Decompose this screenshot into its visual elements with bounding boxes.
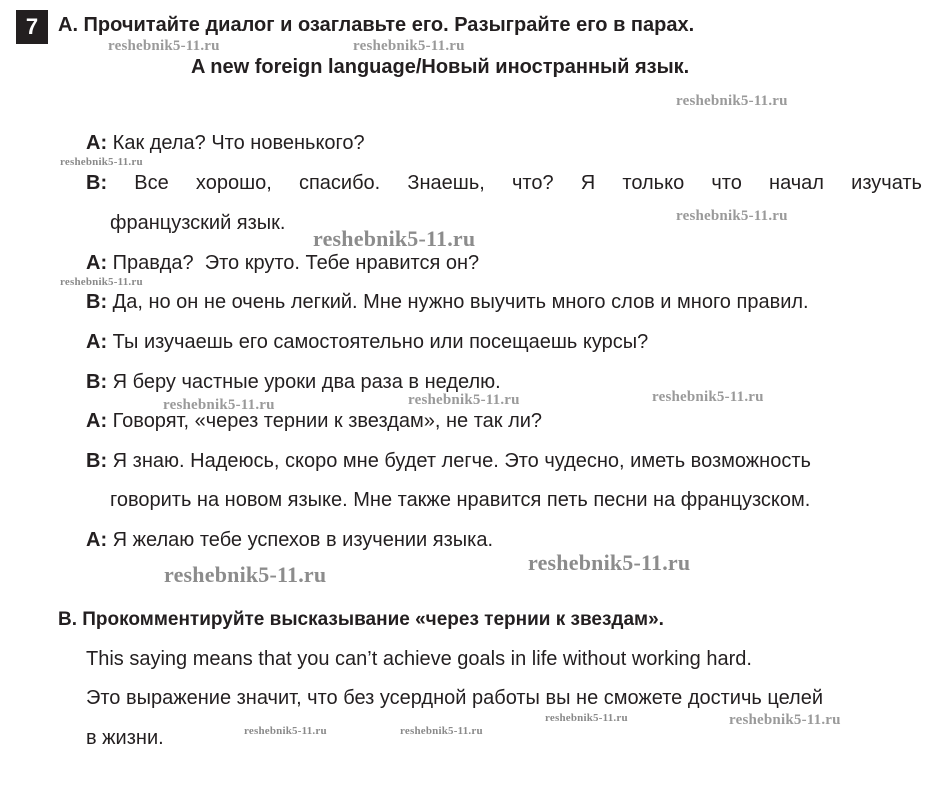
dialogue-line-2-continuation: французский язык. xyxy=(110,212,286,234)
speaker-label: B: xyxy=(86,371,108,393)
watermark: reshebnik5-11.ru xyxy=(408,392,520,408)
watermark: reshebnik5-11.ru xyxy=(108,38,220,54)
watermark: reshebnik5-11.ru xyxy=(164,562,327,587)
line-text: Ты изучаешь его самостоятельно или посещаешь курсы? xyxy=(112,331,649,353)
dialogue-line-1 xyxy=(86,132,365,155)
line-text: Как дела? Что новенького? xyxy=(112,132,365,154)
part-a-heading: A. Прочитайте диалог и озаглавьте его. Разыграйте его в парах. xyxy=(58,14,695,36)
speaker-label: A: xyxy=(86,331,108,353)
line-word: Я xyxy=(580,172,596,194)
watermark: reshebnik5-11.ru xyxy=(652,389,764,405)
line-text: Да, но он не очень легкий. Мне нужно выучить много слов и много правил. xyxy=(112,291,809,313)
watermark: reshebnik5-11.ru xyxy=(545,712,628,724)
watermark: reshebnik5-11.ru xyxy=(244,725,327,737)
line-text: Я знаю. Надеюсь, скоро мне будет легче. Это чудесно, иметь возможность xyxy=(112,450,811,472)
watermark: reshebnik5-11.ru xyxy=(60,156,143,168)
speaker-label: B: xyxy=(86,450,108,472)
dialogue-line-6 xyxy=(86,371,501,394)
line-text: Правда? Это круто. Тебе нравится он? xyxy=(112,252,480,274)
line-word: изучать xyxy=(851,172,922,194)
dialogue-line-7 xyxy=(86,410,542,433)
line-word: хорошо, xyxy=(195,172,272,194)
watermark: reshebnik5-11.ru xyxy=(313,226,476,251)
dialogue-line-2 xyxy=(86,172,922,195)
line-word: Все xyxy=(134,172,169,194)
line-word: что? xyxy=(511,172,554,194)
dialogue-line-5 xyxy=(86,331,648,354)
line-word: спасибо. xyxy=(298,172,381,194)
line-word: начал xyxy=(769,172,824,194)
part-b-english: This saying means that you can’t achieve goals in life without working hard. xyxy=(86,648,752,670)
line-text: Я беру частные уроки два раза в неделю. xyxy=(112,371,501,393)
line-word: что xyxy=(711,172,742,194)
watermark: reshebnik5-11.ru xyxy=(528,550,691,575)
dialogue-line-4 xyxy=(86,291,809,314)
watermark: reshebnik5-11.ru xyxy=(60,276,143,288)
line-word: только xyxy=(622,172,685,194)
watermark: reshebnik5-11.ru xyxy=(353,38,465,54)
part-b-heading: B. Прокомментируйте высказывание «через тернии к звездам». xyxy=(58,609,664,630)
line-word: Знаешь, xyxy=(407,172,485,194)
watermark: reshebnik5-11.ru xyxy=(163,397,275,413)
speaker-label: A: xyxy=(86,529,108,551)
exercise-number-badge: 7 xyxy=(16,10,48,44)
dialogue-title: A new foreign language/Новый иностранный язык. xyxy=(191,56,690,78)
part-b-russian-line2: в жизни. xyxy=(86,727,164,749)
watermark: reshebnik5-11.ru xyxy=(729,712,841,728)
dialogue-line-8-continuation: говорить на новом языке. Мне также нравится петь песни на французском. xyxy=(110,489,811,511)
watermark: reshebnik5-11.ru xyxy=(676,93,788,109)
part-b-russian-line1: Это выражение значит, что без усердной работы вы не сможете достичь целей xyxy=(86,687,824,709)
line-text: Говорят, «через тернии к звездам», не так ли? xyxy=(112,410,543,432)
speaker-label: B: xyxy=(86,291,108,313)
dialogue-line-9 xyxy=(86,529,493,552)
watermark: reshebnik5-11.ru xyxy=(400,725,483,737)
dialogue-line-3 xyxy=(86,252,479,275)
line-text: Я желаю тебе успехов в изучении языка. xyxy=(112,529,494,551)
watermark: reshebnik5-11.ru xyxy=(676,208,788,224)
speaker-label: A: xyxy=(86,132,108,154)
dialogue-line-8 xyxy=(86,450,811,473)
speaker-label: A: xyxy=(86,410,108,432)
speaker-label: B: xyxy=(86,172,108,194)
speaker-label: A: xyxy=(86,252,108,274)
